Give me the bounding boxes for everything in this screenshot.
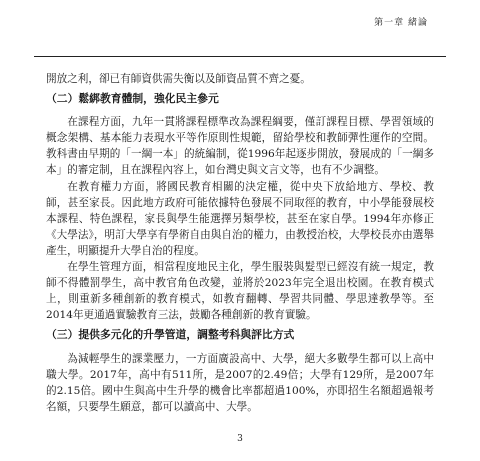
paragraph: 在教育權力方面，將國民教育相關的決定權，從中央下放給地方、學校、教師，甚至家長。因此地方政府可能依據特色發展不同取徑的教育，中小學能發展校本課程、特色課程，家長與學生能選擇另類學校，甚至在家自學。1994年亦修正《大學法》，明訂大學享有學術自由與自治的權力，由教授治校，大學校長亦由選舉產生，明顯提升大學自治的程度。 [46,180,434,257]
running-head: 第一章 緒論 [374,18,428,28]
section-heading: （二）鬆綁教育體制，強化民主參元 [46,92,219,106]
paragraph: 為減輕學生的課業壓力，一方面廣設高中、大學，絕大多數學生都可以上高中職大學。2017年，高中有511所，是2007的2.49倍；大學有129所，是2007年的2.15倍。國中生與高中生升學的機會比率都超過100%，亦即招生名額超過報考名額，只要學生願意，都可以讀高中、大學。 [46,352,434,413]
header-divider [34,56,446,57]
body-text [46,71,434,415]
paragraph: 在學生管理方面，相當程度地民主化，學生服裝與髮型已經沒有統一規定，教師不得體罰學生，高中教官角色改變，並將於2023年完全退出校園。在教育模式上，則重新多種創新的教育模式，如教育翻轉、學習共同體、學思達教學等。至2014年更通過實驗教育三法，鼓勵各種創新的教育實驗。 [46,261,434,322]
paragraph: 開放之利，卻已有師資供需失衡以及師資品質不齊之憂。 [46,73,311,85]
section-heading: （三）提供多元化的升學管道，調整考科與評比方式 [46,328,295,342]
paragraph: 在課程方面，九年一貫將課程標準改為課程綱要，僅訂課程目標、學習領域的概念架構、基本能力表現水平等作原則性規範，留給學校和教師彈性運作的空間。教科書由早期的「一綱一本」的統編制，從1996年起逐步開放，發展成的「一綱多本」的審定制，且在課程內容上，如台灣史與文言文等，也有不少調整。 [46,116,434,177]
page-number: 3 [237,434,243,444]
